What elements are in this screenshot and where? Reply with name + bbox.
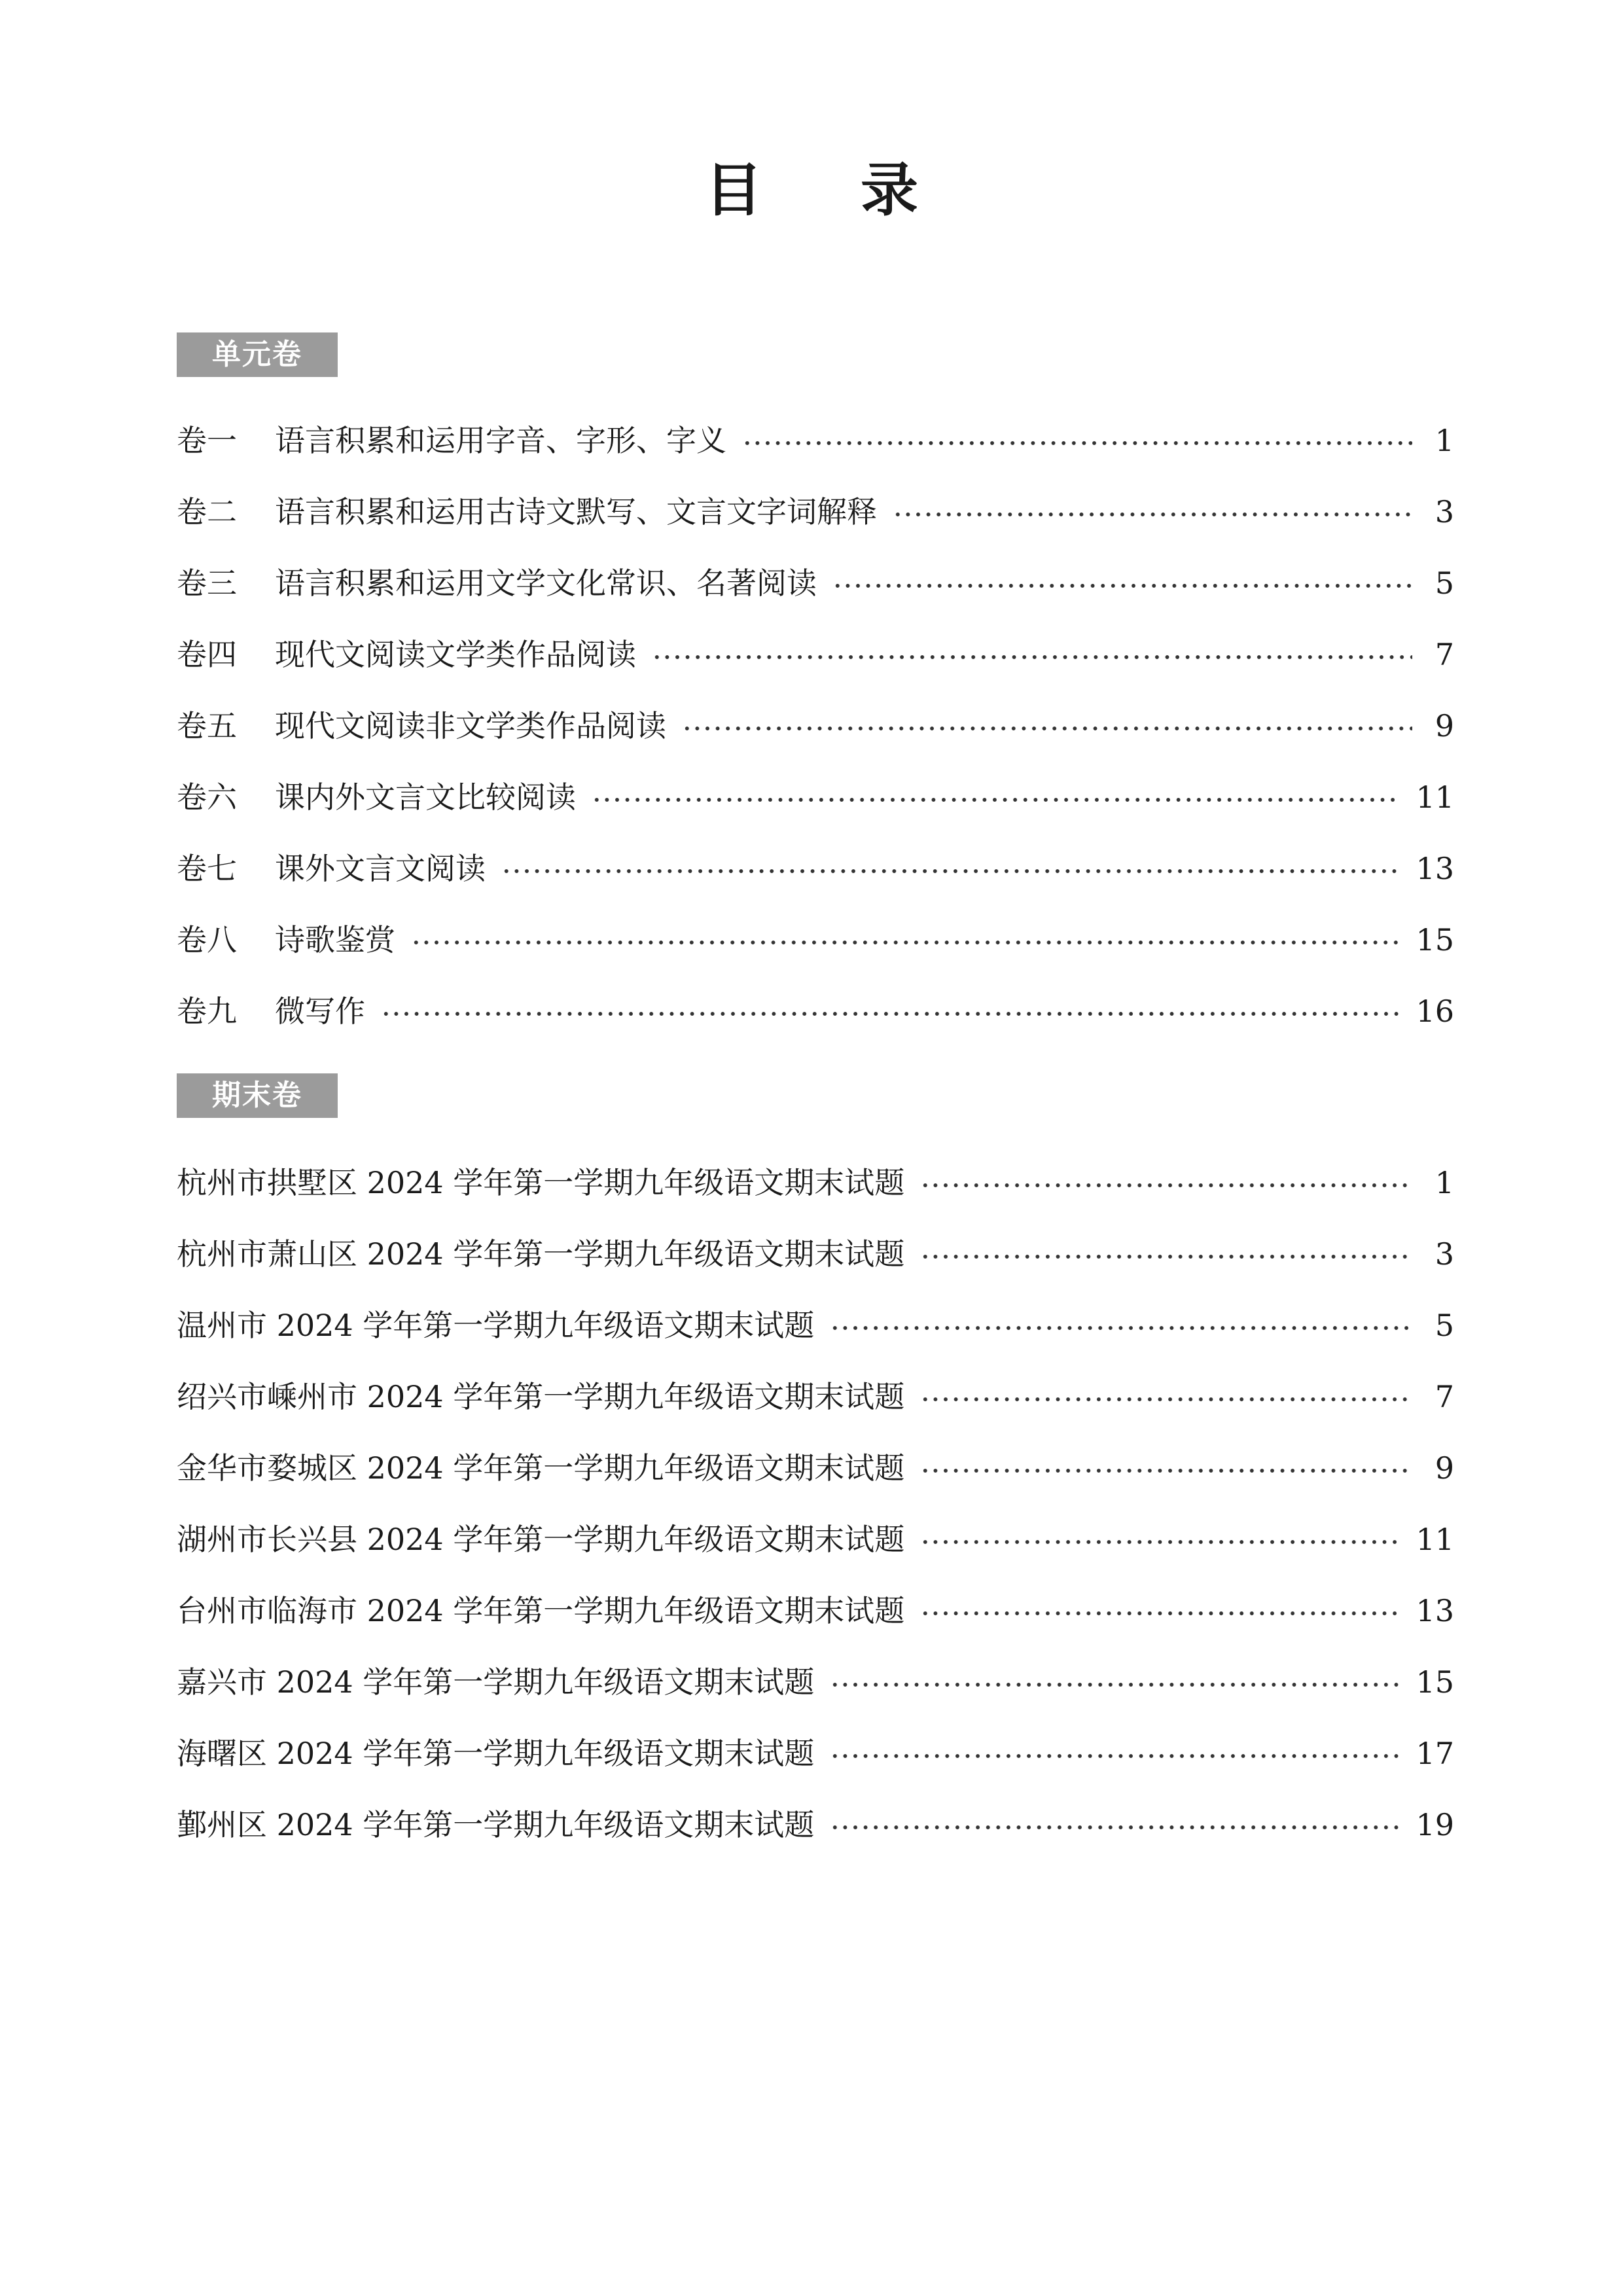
toc-entry-title: 杭州市萧山区 2024 学年第一学期九年级语文期末试题 xyxy=(177,1236,905,1272)
toc-entry-title: 金华市婺城区 2024 学年第一学期九年级语文期末试题 xyxy=(177,1450,905,1486)
toc-row[interactable] xyxy=(177,619,1454,690)
toc-entry-title: 杭州市拱墅区 2024 学年第一学期九年级语文期末试题 xyxy=(177,1164,905,1200)
toc-volume-number: 卷九 xyxy=(177,993,237,1029)
toc-volume-number: 卷五 xyxy=(177,708,237,744)
dot-leader xyxy=(920,1610,1400,1617)
dot-leader xyxy=(830,1325,1412,1331)
toc-row[interactable] xyxy=(177,1646,1454,1717)
toc-row[interactable] xyxy=(177,1789,1454,1860)
section-label-final: 期末卷 xyxy=(177,1073,338,1118)
toc-page-number: 7 xyxy=(1435,636,1454,672)
toc-row[interactable] xyxy=(177,761,1454,833)
toc-entry-title: 诗歌鉴赏 xyxy=(275,922,395,958)
toc-entry-title: 海曙区 2024 学年第一学期九年级语文期末试题 xyxy=(177,1735,815,1771)
toc-page-number: 13 xyxy=(1416,1592,1454,1628)
toc-row[interactable] xyxy=(177,1503,1454,1575)
toc-entry-title: 温州市 2024 学年第一学期九年级语文期末试题 xyxy=(177,1307,815,1343)
toc-page-number: 13 xyxy=(1416,850,1454,886)
toc-volume-number: 卷七 xyxy=(177,850,237,886)
toc-entry-title: 嘉兴市 2024 学年第一学期九年级语文期末试题 xyxy=(177,1664,815,1700)
toc-row[interactable] xyxy=(177,1575,1454,1646)
toc-volume-number: 卷六 xyxy=(177,779,237,815)
toc-row[interactable] xyxy=(177,975,1454,1047)
toc-page-number: 9 xyxy=(1435,1450,1454,1486)
toc-volume-number: 卷一 xyxy=(177,422,237,458)
toc-entry-title: 微写作 xyxy=(275,993,365,1029)
page-title-char-1: 目 xyxy=(704,156,762,224)
toc-page-number: 3 xyxy=(1435,1236,1454,1272)
dot-leader xyxy=(501,868,1400,874)
toc-page-number: 5 xyxy=(1435,565,1454,601)
dot-leader xyxy=(682,725,1412,732)
toc-row[interactable] xyxy=(177,1717,1454,1789)
toc-row[interactable] xyxy=(177,1147,1454,1218)
toc-page-number: 19 xyxy=(1416,1806,1454,1842)
dot-leader xyxy=(920,1539,1400,1545)
toc-row[interactable] xyxy=(177,1218,1454,1289)
dot-leader xyxy=(381,1011,1400,1017)
page-title xyxy=(0,157,1623,223)
toc-entry-title: 课内外文言文比较阅读 xyxy=(275,779,576,815)
toc-row[interactable] xyxy=(177,1361,1454,1432)
unit-toc-list xyxy=(177,404,1454,1047)
toc-volume-number: 卷二 xyxy=(177,493,237,529)
dot-leader xyxy=(592,797,1400,803)
toc-page-number: 3 xyxy=(1435,493,1454,529)
toc-entry-title: 台州市临海市 2024 学年第一学期九年级语文期末试题 xyxy=(177,1592,905,1628)
toc-page-number: 5 xyxy=(1435,1307,1454,1343)
toc-page-number: 16 xyxy=(1416,993,1454,1029)
toc-entry-title: 现代文阅读非文学类作品阅读 xyxy=(275,708,666,744)
dot-leader xyxy=(832,583,1412,589)
final-toc-list xyxy=(177,1147,1454,1860)
toc-page-number: 1 xyxy=(1435,422,1454,458)
dot-leader xyxy=(920,1396,1412,1403)
toc-entry-title: 湖州市长兴县 2024 学年第一学期九年级语文期末试题 xyxy=(177,1521,905,1557)
toc-row[interactable] xyxy=(177,904,1454,975)
page-title-char-2: 录 xyxy=(861,156,919,224)
dot-leader xyxy=(411,939,1400,946)
toc-row[interactable] xyxy=(177,547,1454,619)
toc-entry-title: 鄞州区 2024 学年第一学期九年级语文期末试题 xyxy=(177,1806,815,1842)
toc-entry-title: 语言积累和运用字音、字形、字义 xyxy=(275,422,726,458)
toc-entry-title: 语言积累和运用文学文化常识、名著阅读 xyxy=(275,565,817,601)
dot-leader xyxy=(742,440,1412,446)
toc-row[interactable] xyxy=(177,833,1454,904)
dot-leader xyxy=(830,1824,1400,1831)
toc-page-number: 15 xyxy=(1416,922,1454,958)
toc-page-number: 11 xyxy=(1416,779,1454,815)
toc-row[interactable] xyxy=(177,404,1454,476)
toc-row[interactable] xyxy=(177,690,1454,761)
toc-row[interactable] xyxy=(177,476,1454,547)
toc-entry-title: 绍兴市嵊州市 2024 学年第一学期九年级语文期末试题 xyxy=(177,1378,905,1414)
toc-page-number: 11 xyxy=(1416,1521,1454,1557)
dot-leader xyxy=(830,1753,1400,1759)
toc-entry-title: 课外文言文阅读 xyxy=(275,850,486,886)
dot-leader xyxy=(920,1182,1412,1189)
dot-leader xyxy=(652,654,1412,660)
toc-page-number: 7 xyxy=(1435,1378,1454,1414)
toc-page-number: 1 xyxy=(1435,1164,1454,1200)
dot-leader xyxy=(893,511,1412,518)
toc-page-number: 15 xyxy=(1416,1664,1454,1700)
toc-volume-number: 卷八 xyxy=(177,922,237,958)
toc-row[interactable] xyxy=(177,1432,1454,1503)
toc-page-number: 9 xyxy=(1435,708,1454,744)
toc-row[interactable] xyxy=(177,1289,1454,1361)
dot-leader xyxy=(920,1467,1412,1474)
toc-page-number: 17 xyxy=(1416,1735,1454,1771)
toc-volume-number: 卷三 xyxy=(177,565,237,601)
toc-entry-title: 现代文阅读文学类作品阅读 xyxy=(275,636,636,672)
dot-leader xyxy=(830,1681,1400,1688)
toc-entry-title: 语言积累和运用古诗文默写、文言文字词解释 xyxy=(275,493,877,529)
section-label-unit: 单元卷 xyxy=(177,332,338,377)
dot-leader xyxy=(920,1253,1412,1260)
toc-volume-number: 卷四 xyxy=(177,636,237,672)
